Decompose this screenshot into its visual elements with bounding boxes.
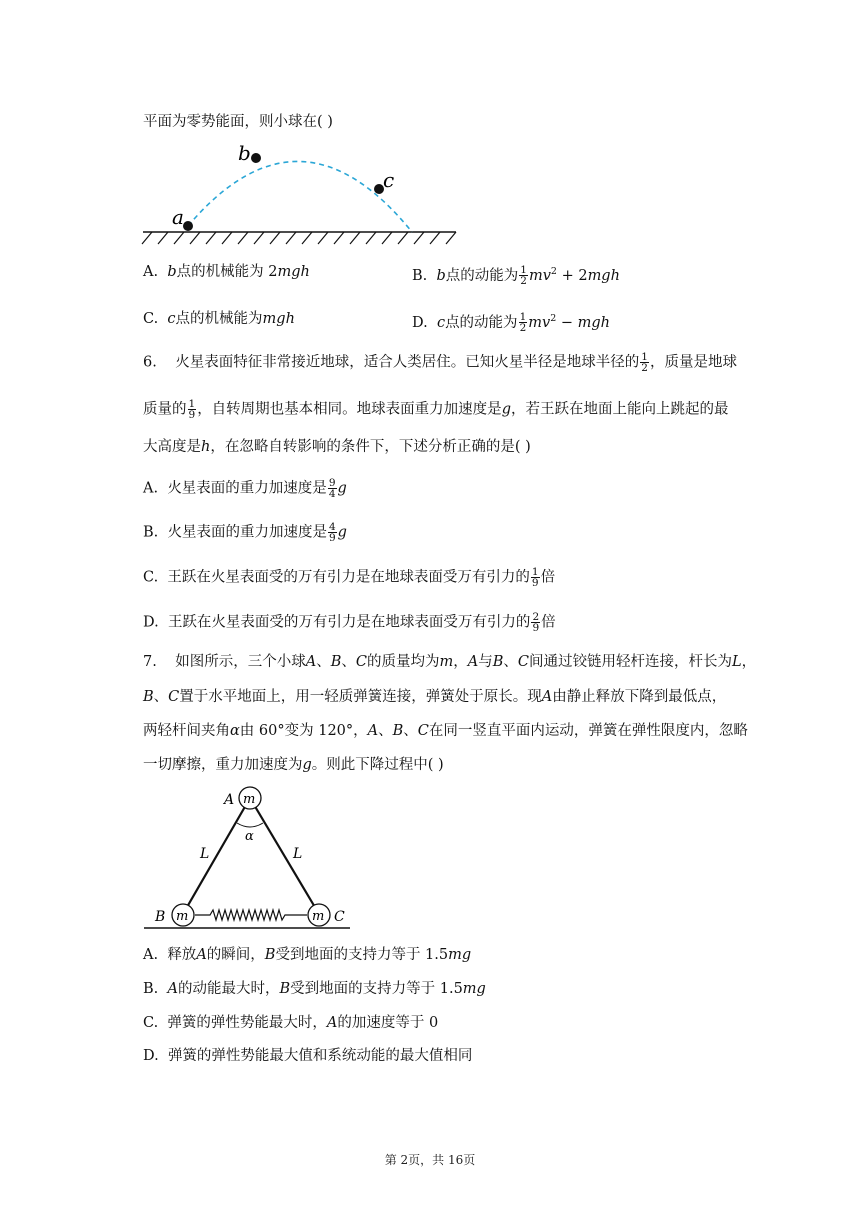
q7-line-3: 两轻杆间夹角α由 60°变为 120°，A、B、C在同一竖直平面内运动，弹簧在弹性限度内，忽略 bbox=[143, 723, 748, 739]
label-c: c bbox=[383, 168, 395, 192]
point-a bbox=[183, 221, 193, 231]
ground-hatching bbox=[142, 232, 456, 244]
mass-label-b: m bbox=[176, 909, 189, 924]
label-B: B bbox=[155, 909, 166, 925]
label-C: C bbox=[334, 909, 345, 925]
q7-line-1: 7. 如图所示，三个小球A、B、C的质量均为m，A与B、C间通过铰链用轻杆连接，杆长为L， bbox=[143, 654, 757, 670]
q6-line-2: 质量的 $\frac{1}{9}$ ，自转周期也基本相同。地球表面重力加速度是g，若王跃在地面上能向上跳起的最 bbox=[143, 398, 729, 421]
q7-option-a: A. 释放A的瞬间，B受到地面的支持力等于 1.5mg bbox=[143, 947, 472, 963]
q7-line-2: B、C置于水平地面上，用一轻质弹簧连接，弹簧处于原长。现A由静止释放下降到最低点， bbox=[143, 689, 727, 705]
angle-arc bbox=[237, 823, 263, 827]
q7-triangle-spring-figure bbox=[140, 786, 360, 934]
page-footer: 第 2页，共 16页 bbox=[384, 1153, 476, 1167]
q5-stem-tail: 平面为零势能面，则小球在( ) bbox=[143, 114, 333, 130]
q5-option-b: B. b点的动能为 $\frac{1}{2}$ $mv^2 + 2mgh$ bbox=[412, 264, 620, 288]
rod-left bbox=[183, 798, 250, 914]
label-A: A bbox=[224, 792, 235, 808]
q7-line-4: 一切摩擦，重力加速度为g。则此下降过程中( ) bbox=[143, 757, 444, 773]
mass-label-c: m bbox=[312, 909, 325, 924]
q6-line-3: 大高度是h，在忽略自转影响的条件下，下述分析正确的是( ) bbox=[143, 439, 531, 455]
q6-line-1: 6. 火星表面特征非常接近地球，适合人类居住。已知火星半径是地球半径的 $\frac{1}{2}$ ，质量是地球 bbox=[143, 351, 737, 374]
label-a: a bbox=[172, 205, 184, 229]
q7-option-b: B. A的动能最大时，B受到地面的支持力等于 1.5mg bbox=[143, 981, 486, 997]
point-b bbox=[251, 153, 261, 163]
q6-option-a: A. 火星表面的重力加速度是 $\frac{9}{4}$ g bbox=[143, 477, 347, 500]
q5-option-d: D. c点的动能为 $\frac{1}{2}$ $mv^2$ − mgh bbox=[412, 311, 610, 335]
q7-option-d: D. 弹簧的弹性势能最大值和系统动能的最大值相同 bbox=[143, 1048, 473, 1064]
q6-option-d: D. 王跃在火星表面受的万有引力是在地球表面受万有引力的 $\frac{2}{9}$ 倍 bbox=[143, 611, 556, 634]
q5-projectile-figure bbox=[140, 140, 460, 248]
q5-option-a: A. b点的机械能为 2mgh bbox=[143, 264, 310, 280]
q5-option-c: C. c点的机械能为mgh bbox=[143, 311, 295, 327]
mass-label-a: m bbox=[243, 792, 256, 807]
label-L-right: L bbox=[293, 846, 303, 862]
trajectory-dashed-curve bbox=[188, 161, 412, 232]
rod-right bbox=[250, 798, 319, 914]
q6-option-c: C. 王跃在火星表面受的万有引力是在地球表面受万有引力的 $\frac{1}{9}$ 倍 bbox=[143, 566, 556, 589]
spring bbox=[195, 910, 307, 920]
label-alpha: α bbox=[245, 829, 254, 844]
label-L-left: L bbox=[200, 846, 210, 862]
label-b: b bbox=[238, 141, 251, 165]
q7-option-c: C. 弹簧的弹性势能最大时，A的加速度等于 0 bbox=[143, 1015, 439, 1031]
q6-option-b: B. 火星表面的重力加速度是 $\frac{4}{9}$ g bbox=[143, 521, 347, 544]
